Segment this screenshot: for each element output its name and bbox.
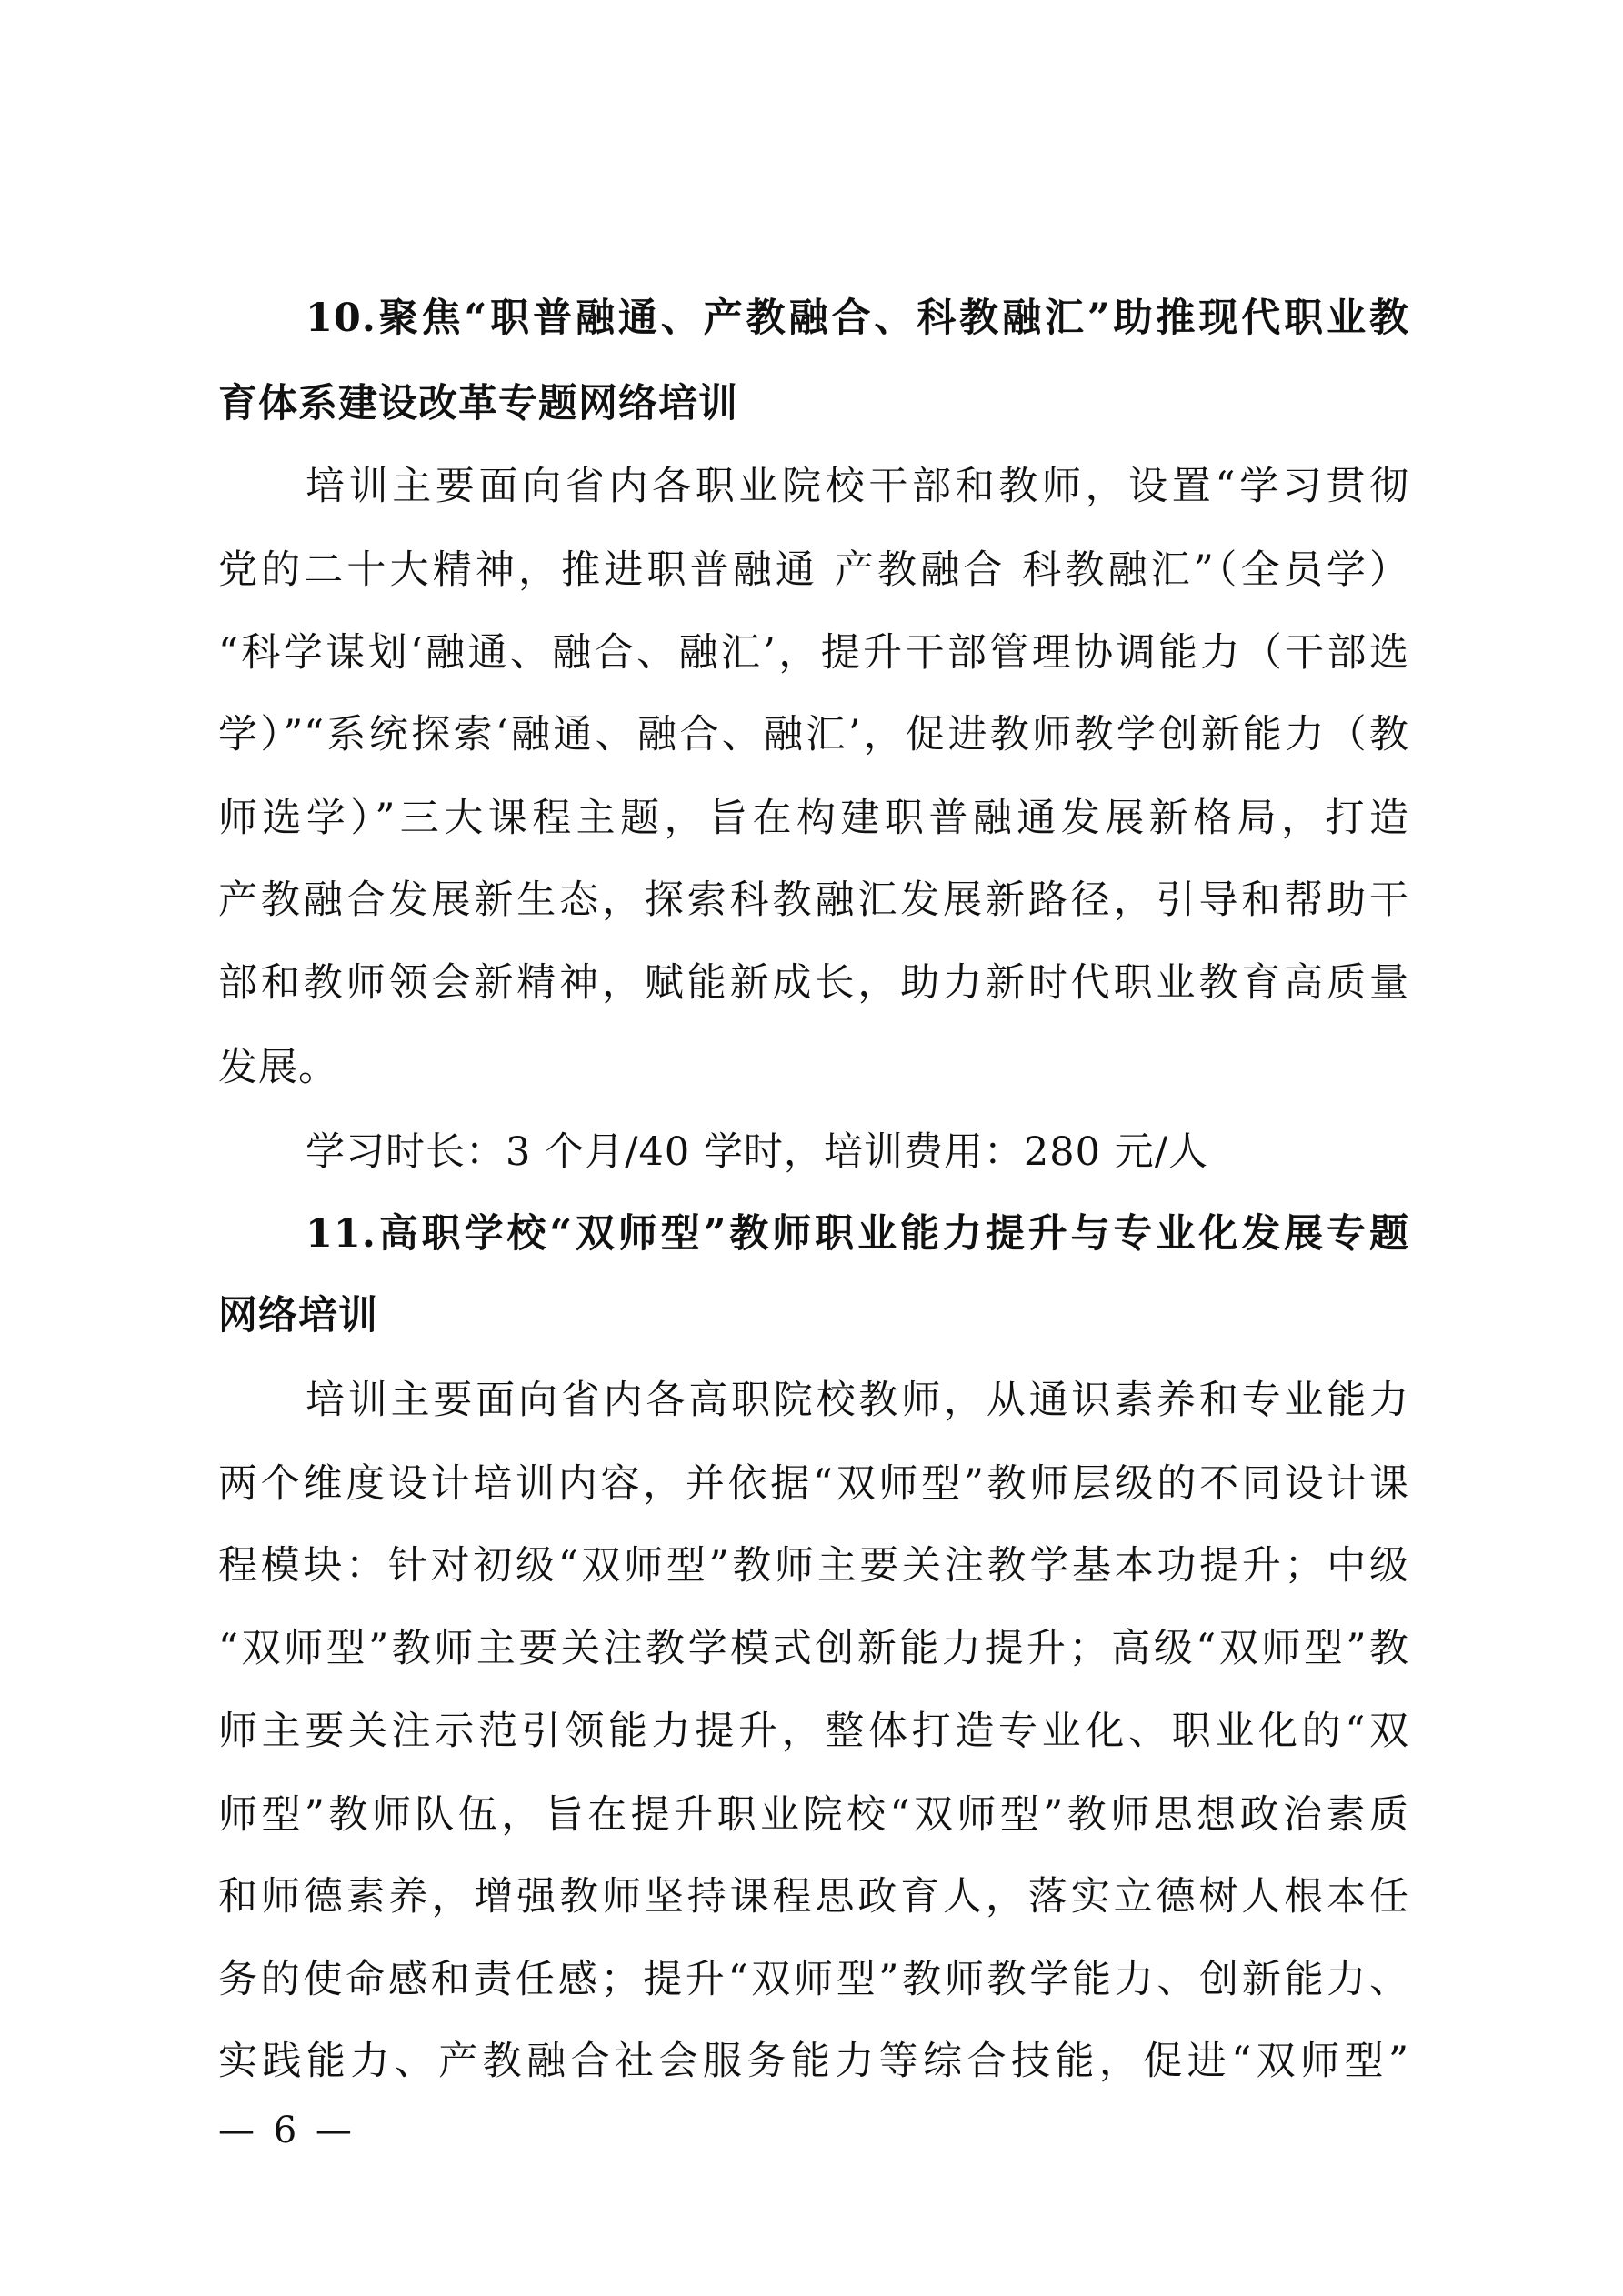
section-10-duration-fee: 学习时长：3 个月/40 学时，培训费用：280 元/人 — [306, 1129, 1209, 1175]
section-10-body-line: 培训主要面向省内各职业院校干部和教师，设置“学习贯彻 — [306, 464, 1409, 509]
section-10-body-line: 师选学）”三大课程主题，旨在构建职普融通发展新格局，打造 — [218, 796, 1409, 841]
section-11-heading-line-2: 网络培训 — [218, 1293, 378, 1338]
section-10-body-line: 发展。 — [218, 1045, 338, 1090]
section-11-body-line: 培训主要面向省内各高职院校教师，从通识素养和专业能力 — [306, 1378, 1409, 1423]
section-10-body-line: “科学谋划‘融通、融合、融汇’，提升干部管理协调能力（干部选 — [218, 630, 1409, 676]
section-10-body-line: 学）”“系统探索‘融通、融合、融汇’，促进教师教学创新能力（教 — [218, 712, 1409, 757]
section-10-body-line: 产教融合发展新生态，探索科教融汇发展新路径，引导和帮助干 — [218, 877, 1409, 923]
section-11-heading-line-1: 11.高职学校“双师型”教师职业能力提升与专业化发展专题 — [306, 1211, 1409, 1257]
section-11-body-line: 程模块：针对初级“双师型”教师主要关注教学基本功提升；中级 — [218, 1543, 1409, 1589]
section-11-body-line: 务的使命感和责任感；提升“双师型”教师教学能力、创新能力、 — [218, 1957, 1409, 2002]
section-11-body-line: 两个维度设计培训内容，并依据“双师型”教师层级的不同设计课 — [218, 1461, 1409, 1507]
section-11-body-line: 实践能力、产教融合社会服务能力等综合技能，促进“双师型” — [218, 2039, 1409, 2084]
section-11-body-line: 和师德素养，增强教师坚持课程思政育人，落实立德树人根本任 — [218, 1874, 1409, 1920]
section-10-heading-line-1: 10.聚焦“职普融通、产教融合、科教融汇”助推现代职业教 — [306, 296, 1409, 341]
section-11-body-line: 师主要关注示范引领能力提升，整体打造专业化、职业化的“双 — [218, 1709, 1409, 1754]
section-11-body-line: “双师型”教师主要关注教学模式创新能力提升；高级“双师型”教 — [218, 1626, 1409, 1671]
section-11-body-line: 师型”教师队伍，旨在提升职业院校“双师型”教师思想政治素质 — [218, 1792, 1409, 1838]
page-number: — 6 — — [218, 2110, 356, 2151]
section-10-heading-line-2: 育体系建设改革专题网络培训 — [218, 381, 738, 426]
section-10-body-line: 党的二十大精神，推进职普融通 产教融合 科教融汇”（全员学） — [218, 547, 1409, 593]
section-10-body-line: 部和教师领会新精神，赋能新成长，助力新时代职业教育高质量 — [218, 960, 1409, 1006]
